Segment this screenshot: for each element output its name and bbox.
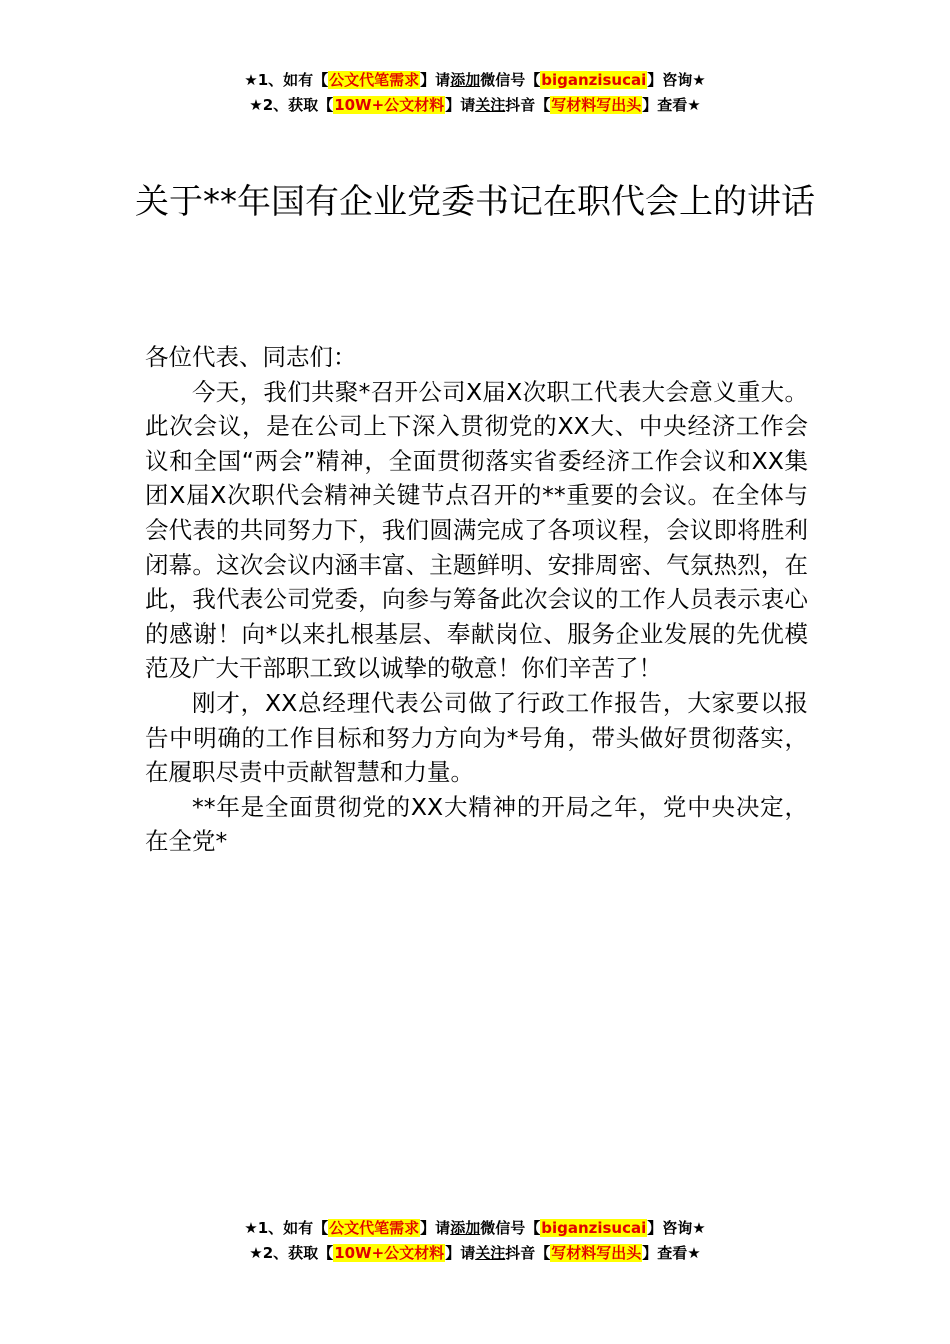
paragraph-1: 今天，我们共聚*召开公司X届X次职工代表大会意义重大。此次会议，是在公司上下深入贯彻党的XX大、中央经济工作会议和全国“两会”精神，全面贯彻落实省委经济工作会议和XX集团X届X次职代会精神关键节点召开的**重要的会议。在全体与会代表的共同努力下，我们圆满完成了各项议程，会议即将胜利闭幕。这次会议内涵丰富、主题鲜明、安排周密、气氛热烈，在此，我代表公司党委，向参与筹备此次会议的工作人员表示衷心的感谢！向*以来扎根基层、奉献岗位、服务企业发展的先优模范及广大干部职工致以诚挚的敬意！你们辛苦了！ bbox=[145, 377, 808, 683]
document-title: 关于**年国有企业党委书记在职代会上的讲话 bbox=[135, 182, 815, 222]
promo-text: 微信号【 bbox=[480, 71, 541, 89]
promo-text: 微信号【 bbox=[480, 1219, 541, 1237]
promo-text: 】请 bbox=[445, 1244, 476, 1262]
promo-line-1 bbox=[0, 68, 950, 93]
promo-underline: 添加 bbox=[450, 1219, 481, 1237]
promo-text: 】请 bbox=[445, 96, 476, 114]
promo-text: 】咨询★ bbox=[647, 71, 706, 89]
paragraph-2: 刚才，XX总经理代表公司做了行政工作报告，大家要以报告中明确的工作目标和努力方向为*号角，带头做好贯彻落实，在履职尽责中贡献智慧和力量。 bbox=[145, 688, 808, 787]
promo-text: 】查看★ bbox=[642, 1244, 701, 1262]
promo-underline: 关注 bbox=[475, 96, 506, 114]
promo-text: ★2、获取【 bbox=[249, 96, 334, 114]
promo-banner-bottom bbox=[0, 1216, 950, 1266]
promo-line-1 bbox=[0, 1216, 950, 1241]
document-body bbox=[145, 340, 808, 859]
promo-text: 】请 bbox=[420, 71, 451, 89]
promo-text: 】查看★ bbox=[642, 96, 701, 114]
promo-text: ★1、如有【 bbox=[244, 1219, 329, 1237]
highlight-service: 公文代笔需求 bbox=[329, 71, 420, 89]
salutation: 各位代表、同志们： bbox=[145, 343, 357, 371]
promo-text: ★1、如有【 bbox=[244, 71, 329, 89]
promo-banner-top bbox=[0, 68, 950, 118]
highlight-douyin-id: 写材料写出头 bbox=[551, 96, 642, 114]
highlight-service: 公文代笔需求 bbox=[329, 1219, 420, 1237]
promo-line-2 bbox=[0, 93, 950, 118]
promo-text: 抖音【 bbox=[505, 96, 551, 114]
highlight-wechat-id: biganzisucai bbox=[541, 71, 647, 89]
highlight-materials: 10W+公文材料 bbox=[334, 1244, 445, 1262]
paragraph-3: **年是全面贯彻党的XX大精神的开局之年，党中央决定，在全党* bbox=[145, 792, 808, 856]
promo-text: 】咨询★ bbox=[647, 1219, 706, 1237]
promo-text: 抖音【 bbox=[505, 1244, 551, 1262]
highlight-wechat-id: biganzisucai bbox=[541, 1219, 647, 1237]
highlight-materials: 10W+公文材料 bbox=[334, 96, 445, 114]
promo-text: ★2、获取【 bbox=[249, 1244, 334, 1262]
promo-underline: 关注 bbox=[475, 1244, 506, 1262]
promo-underline: 添加 bbox=[450, 71, 481, 89]
promo-line-2 bbox=[0, 1241, 950, 1266]
highlight-douyin-id: 写材料写出头 bbox=[551, 1244, 642, 1262]
promo-text: 】请 bbox=[420, 1219, 451, 1237]
